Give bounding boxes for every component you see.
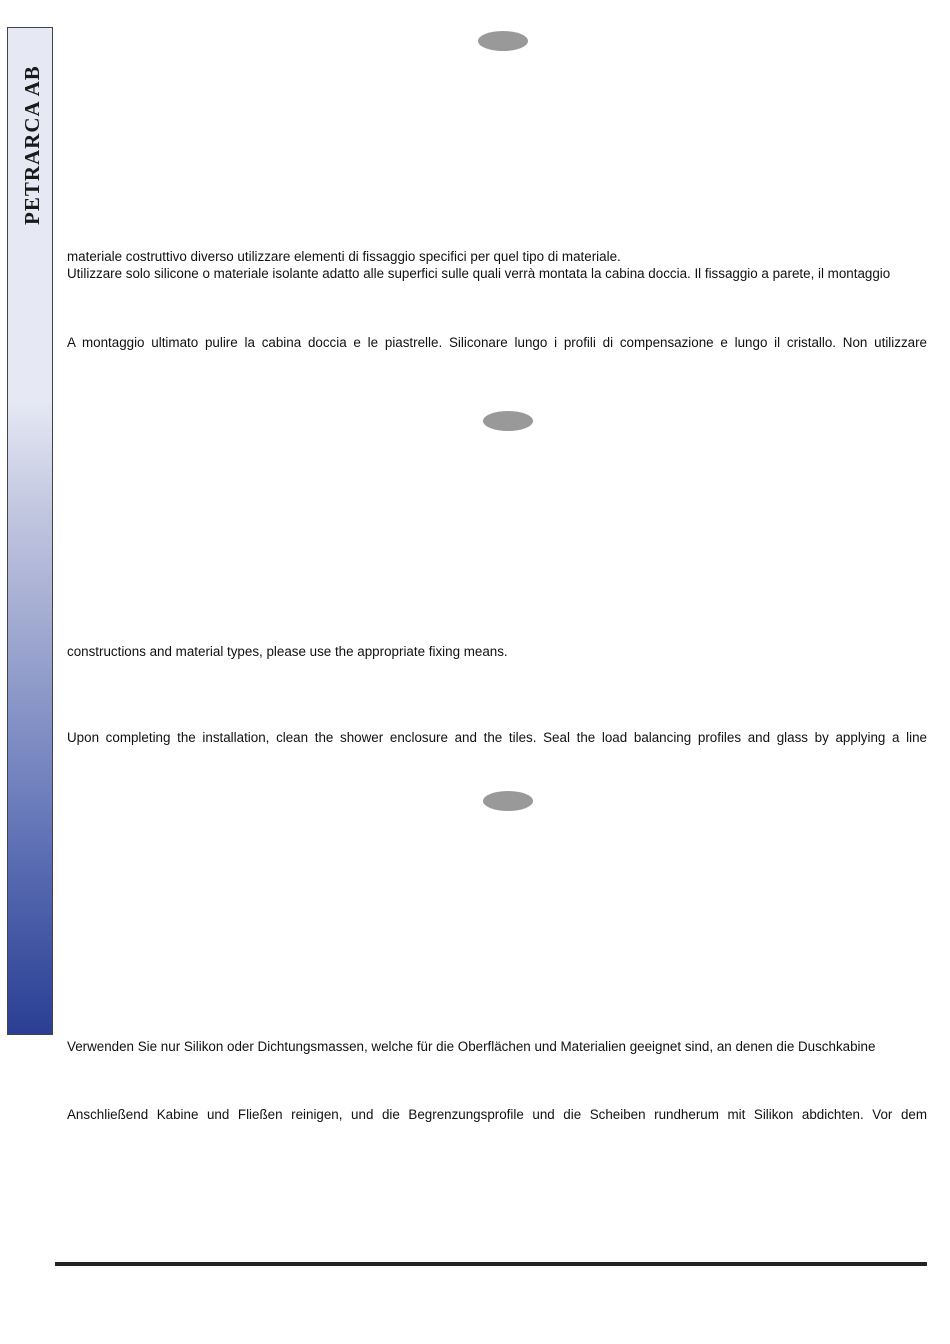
english-language-badge xyxy=(483,411,533,431)
german-text-line-1: Verwenden Sie nur Silikon oder Dichtungsmassen, welche für die Oberflächen und Materialien geeignet sind, an denen die Duschkabine xyxy=(67,1039,876,1054)
footer-rule xyxy=(55,1262,927,1266)
german-language-badge xyxy=(483,791,533,811)
italian-text-line-2: Utilizzare solo silicone o materiale isolante adatto alle superfici sulle quali verrà montata la cabina doccia. Il fissaggio a parete, il montaggio xyxy=(67,266,891,281)
italian-language-badge xyxy=(478,31,528,51)
italian-text-line-1: materiale costruttivo diverso utilizzare elementi di fissaggio specifici per quel tipo di materiale. xyxy=(67,249,621,264)
italian-text-line-3: A montaggio ultimato pulire la cabina doccia e le piastrelle. Siliconare lungo i profili di compensazione e lungo il cristallo. Non utilizzare xyxy=(67,335,927,350)
german-text-line-2: Anschließend Kabine und Fließen reinigen, und die Begrenzungsprofile und die Scheiben rundherum mit Silikon abdichten. Vor dem xyxy=(67,1107,927,1122)
english-text-line-1: constructions and material types, please use the appropriate fixing means. xyxy=(67,644,508,659)
brand-name: PETRARCA AB xyxy=(20,65,44,225)
english-text-line-2: Upon completing the installation, clean the shower enclosure and the tiles. Seal the load balancing profiles and glass by applying a line xyxy=(67,730,927,745)
